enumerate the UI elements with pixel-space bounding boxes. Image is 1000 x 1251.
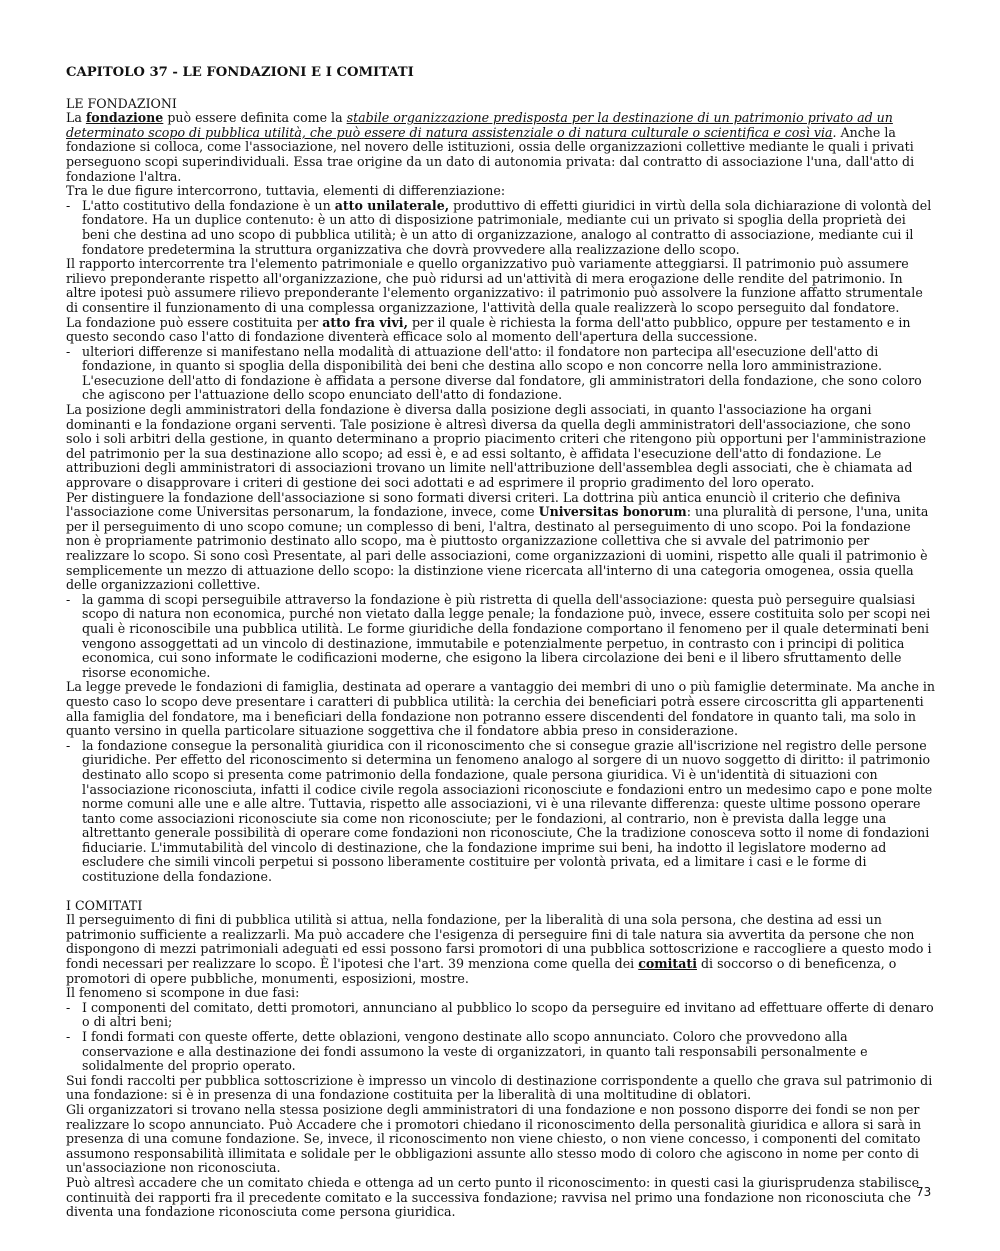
list-item: - ulteriori differenze si manifestano nella modalità di attuazione dell'atto: il fondatore non partecipa all'esecuzione dell'atto di fondazione, in quanto si spoglia della disponibilità dei beni che destina allo scopo e non concorre nella loro amministrazione. L'esecuzione dell'atto di fondazione è affidata a persone diverse dal fondatore, gli amministratori della fondazione, che sono coloro che agiscono per l'attuazione dello scopo enunciato dell'atto di fondazione. — [66, 345, 936, 403]
term-fondazione: fondazione — [85, 110, 164, 126]
term-atto-fra-vivi: atto fra vivi, — [322, 314, 408, 330]
paragraph: La posizione degli amministratori della fondazione è diversa dalla posizione degli associati, in quanto l'associazione ha organi dominanti e la fondazione organi serventi. Tale posizione è altresì diversa da quella degli amministratori dell'associazione, che sono solo i soli arbitri della gestione, in quanto determinano a proprio piacimento criteri che ritengono più opportuni per l'amministrazione del patrimonio per la sua destinazione allo scopo; ad essi è, e ad essi soltanto, è affidata l'esecuzione dell'atto di fondazione. Le attribuzioni degli amministratori di associazioni trovano un limite nell'attribuzione dell'assemblea degli associati, che è chiamata ad approvare o disapprovare i criteri di gestione dei soci adottati e ad esprimere il proprio gradimento del loro operato. — [66, 402, 927, 491]
term-comitati: comitati — [638, 956, 697, 972]
section-comitati — [66, 899, 936, 1220]
text-run: di soccorso o di beneficenza, o promotori di opere pubbliche, monumenti, esposizioni, mostre. — [66, 956, 897, 986]
page-number: 73 — [916, 1185, 932, 1199]
paragraph: Gli organizzatori si trovano nella stessa posizione degli amministratori di una fondazione e non possono disporre dei fondi se non per realizzare lo scopo annunciato. Può Accadere che i promotori chiedano il riconoscimento della personalità giuridica e allora si sarà in presenza di una comune fondazione. Se, invece, il riconoscimento non viene chiesto, o non viene concesso, i componenti del comitato assumono responsabilità illimitata e solidale per le obbligazioni assunte allo stesso modo di coloro che agiscono in nome per conto di un'associazione non riconosciuta. — [66, 1101, 922, 1176]
list-item — [66, 199, 936, 257]
text-run: produttivo di effetti giuridici in virtù della sola dichiarazione di volontà del fondatore. Ha un duplice contenuto: è un atto di disposizione patrimoniale, mediante cui un privato si spoglia della proprietà dei beni che destina ad uno scopo di pubblica utilità; è un atto di organizzazione, analogo al contratto di associazione, mediante cui il fondatore predetermina la struttura organizzativa che dovrà provvedere alla realizzazione dello scopo. — [82, 197, 932, 257]
paragraph: Il fenomeno si scompone in due fasi: — [66, 985, 300, 1001]
list-item: - I fondi formati con queste offerte, dette oblazioni, vengono destinate allo scopo annunciato. Coloro che provvedono alla conservazione e alla destinazione dei fondi assumono la veste di organizzatori, in quanto tali responsabili personalmente e solidalmente del proprio operato. — [66, 1030, 936, 1074]
chapter-title: CAPITOLO 37 - LE FONDAZIONI E I COMITATI — [66, 65, 414, 80]
document-page — [66, 66, 936, 1220]
paragraph — [66, 111, 936, 184]
text-run: La — [66, 110, 86, 126]
list-item: - I componenti del comitato, detti promotori, annunciano al pubblico lo scopo da perseguire ed invitano ad effettuare offerte di denaro o di altri beni; — [66, 1001, 936, 1030]
paragraph — [66, 913, 936, 986]
section-heading-fondazioni: LE FONDAZIONI — [66, 95, 177, 111]
paragraph: La legge prevede le fondazioni di famiglia, destinata ad operare a vantaggio dei membri di uno o più famiglie determinate. Ma anche in questo caso lo scopo deve presentare i caratteri di pubblica utilità: la cerchia dei beneficiari potrà essere circoscritta gli appartenenti alla famiglia del fondatore, ma i beneficiari della fondazione non potranno essere discendenti del fondatore in quanto tali, ma solo in quanto versino in quella particolare situazione soggettiva che il fondatore abbia preso in considerazione. — [66, 679, 936, 739]
section-heading-comitati: I COMITATI — [66, 897, 143, 913]
term-universitas-bonorum: Universitas bonorum — [538, 504, 687, 520]
list-item: - la gamma di scopi perseguibile attraverso la fondazione è più ristretta di quella dell'associazione: questa può perseguire qualsiasi scopo di natura non economica, purché non vietato dalla legge penale; la fondazione può, invece, essere costituita solo per scopi nei quali è riconoscibile una pubblica utilità. Le forme giuridiche della fondazione comportano il fenomeno per il quale determinati beni vengono assoggettati ad un vincolo di destinazione, immutabile e potenzialmente perpetuo, in contrasto con i principi di politica economica, cui sono informate le codificazioni moderne, che esigono la libera circolazione dei beni e il libero sfruttamento delle risorse economiche. — [66, 593, 936, 681]
paragraph: Tra le due figure intercorrono, tuttavia, elementi di differenziazione: — [66, 183, 506, 199]
paragraph: Il rapporto intercorrente tra l'elemento patrimoniale e quello organizzativo può variamente atteggiarsi. Il patrimonio può assumere rilievo preponderante rispetto all'organizzazione, che può ridursi ad un'attività di mera erogazione delle rendite del patrimonio. In altre ipotesi può assumere rilievo preponderante l'elemento organizzativo: il patrimonio può assolvere la funzione affatto strumentale di consentire il funzionamento di una complessa organizzazione, l'attività della quale realizzerà lo scopo perseguito dal fondatore. — [66, 256, 923, 315]
text-run: . Anche la fondazione si colloca, come l'associazione, nel novero delle istituzioni, ossia delle organizzazioni collettive mediante le quali i privati perseguono scopi superindividuali. Essa trae origine da un dato di autonomia privata: dal contratto di associazione l'una, dall'atto di fondazione l'altra. — [66, 124, 915, 184]
text-run: Il perseguimento di fini di pubblica utilità si attua, nella fondazione, per la liberalità di una sola persona, che destina ad essi un patrimonio sufficiente a realizzarli. Ma può accadere che l'esigenza di perseguire fini di tale natura sia avvertita da persone che non dispongono di mezzi patrimoniali adeguati ed essi possono farsi promotori di una pubblica sottoscrizione e raccogliere a questo modo i fondi necessari per realizzare lo scopo. È l'ipotesi che l'art. 39 menziona come quella dei — [66, 912, 932, 972]
definition-text: stabile organizzazione predisposta per la destinazione di un patrimonio privato ad un determinato scopo di pubblica utilità, che può essere di natura assistenziale o di natura culturale o scientifica e così via — [66, 110, 893, 140]
list-item: - la fondazione consegue la personalità giuridica con il riconoscimento che si consegue grazie all'iscrizione nel registro delle persone giuridiche. Per effetto del riconoscimento si determina un fenomeno analogo al sorgere di un nuovo soggetto di diritto: il patrimonio destinato allo scopo si presenta come patrimonio della fondazione, quale persona giuridica. Vi è un'identità di situazioni con l'associazione riconosciuta, infatti il codice civile regola associazioni riconosciute e fondazioni entro un medesimo capo e pone molte norme comuni alle une e alle altre. Tuttavia, rispetto alle associazioni, vi è una rilevante differenza: queste ultime possono operare tanto come associazioni riconosciute sia come non riconosciute; per le fondazioni, al contrario, non è prevista dalla legge una altrettanto generale possibilità di operare come fondazioni non riconosciute, Che la tradizione conosceva sotto il nome di fondazioni fiduciarie. L'immutabilità del vincolo di destinazione, che la fondazione imprime sui beni, ha indotto il legislatore moderno ad escludere che simili vincoli perpetui si possono liberamente costituire per volontà privata, ed a limitare i casi e le forme di costituzione della fondazione. — [66, 739, 936, 885]
paragraph — [66, 316, 936, 345]
text-run: La fondazione può essere costituita per — [66, 314, 323, 330]
text-run: L'atto costitutivo della fondazione è un — [82, 197, 335, 213]
paragraph — [66, 491, 936, 593]
paragraph: Sui fondi raccolti per pubblica sottoscrizione è impresso un vincolo di destinazione corrispondente a quello che grava sul patrimonio di una fondazione: si è in presenza di una fondazione costituita per la liberalità di una moltitudine di oblatori. — [66, 1072, 933, 1103]
section-fondazioni — [66, 97, 936, 885]
text-run: Per distinguere la fondazione dell'associazione si sono formati diversi criteri. La dottrina più antica enunciò il criterio che definiva l'associazione come Universitas personarum, la fondazione, invece, come — [66, 489, 901, 520]
paragraph: Può altresì accadere che un comitato chieda e ottenga ad un certo punto il riconoscimento: in questi casi la giurisprudenza stabilisce continuità dei rapporti fra il precedente comitato e la successiva fondazione; ravvisa nel primo una fondazione non riconosciuta che diventa una fondazione riconosciuta come persona giuridica. — [66, 1174, 920, 1220]
text-run: può essere definita come la — [163, 110, 347, 126]
text-run: per il quale è richiesta la forma dell'atto pubblico, oppure per testamento e in questo secondo caso l'atto di fondazione diventerà efficace solo al momento dell'apertura della successione. — [66, 314, 911, 345]
term-atto-unilaterale: atto unilaterale, — [334, 197, 450, 213]
text-run: : una pluralità di persone, l'una, unita per il perseguimento di uno scopo comune; un complesso di beni, l'altra, destinato al perseguimento di uno scopo. Poi la fondazione non è propriamente patrimonio destinato allo scopo, ma è piuttosto organizzazione collettiva che si avvale del patrimonio per realizzare lo scopo. Si sono così Presentate, al pari delle associazioni, come organizzazioni di uomini, rispetto alle quali il patrimonio è semplicemente un mezzo di attuazione dello scopo: la distinzione viene ricercata all'interno di una categoria omogenea, ossia quella delle organizzazioni collettive. — [66, 504, 929, 593]
